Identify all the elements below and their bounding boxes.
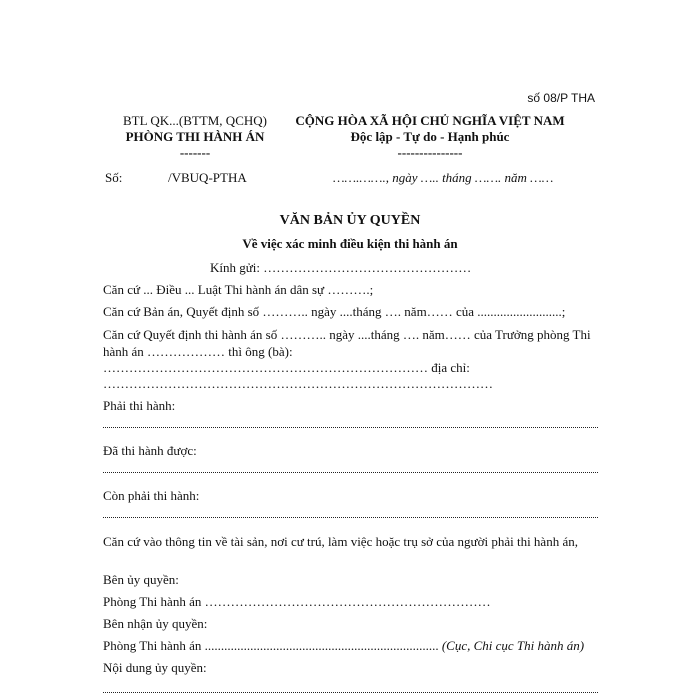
executed-label: Đã thi hành được: [103,443,197,458]
authority-department: PHÒNG THI HÀNH ÁN [125,129,265,144]
must-execute-label: Phải thi hành: [103,398,176,413]
motto: Độc lập - Tự do - Hạnh phúc [350,129,510,144]
recipient-line: Kính gửi: ………………………………………… [210,260,472,275]
issuing-authority [110,113,280,161]
form-code: số 08/P THA [527,91,595,105]
authority-line: BTL QK...(BTTM, QCHQ) [123,113,267,128]
document-subtitle: Về việc xác minh điều kiện thi hành án [242,236,458,251]
address-line-1: ………………………………………………………………… địa chỉ: [103,360,470,375]
fill-line [103,517,598,518]
legal-basis-2: Căn cứ Bản án, Quyết định số ……….. ngày ....tháng …. năm…… của ..........................; [103,304,566,319]
document-title: VĂN BẢN ỦY QUYỀN [279,213,421,228]
national-motto [290,113,570,161]
grantor-value: Phòng Thi hành án ………………………………………………………… [103,594,491,609]
legal-basis-1: Căn cứ ... Điều ... Luật Thi hành án dân sự ……….; [103,282,374,297]
doc-number-label: Số: [105,170,123,185]
fill-line [103,692,598,693]
grantee-label: Bên nhận ủy quyền: [103,616,208,631]
grantee-value [103,638,598,654]
address-line-2: ……………………………………………………………………………… [103,376,493,391]
header-separator: ------- [179,145,211,160]
doc-number-value: /VBUQ-PTHA [168,170,247,185]
fill-line [103,427,598,428]
grantor-label: Bên ủy quyền: [103,572,179,587]
date-line: …….……., ngày ….. tháng ……. năm …… [333,170,554,185]
remaining-label: Còn phải thi hành: [103,488,200,503]
fill-line [103,472,598,473]
grantee-office: Phòng Thi hành án ........................................................................ [103,638,439,653]
grantee-note: (Cục, Chi cục Thi hành án) [441,638,585,653]
content-label: Nội dung ủy quyền: [103,660,207,675]
country-name: CỘNG HÒA XÃ HỘI CHỦ NGHĨA VIỆT NAM [295,113,565,128]
legal-basis-4: Căn cứ vào thông tin về tài sản, nơi cư trú, làm việc hoặc trụ sở của người phải thi hành án, [103,534,578,549]
legal-basis-3: Căn cứ Quyết định thi hành án số ……….. ngày ....tháng …. năm…… của Trưởng phòng Thi hành án ……………… thì ông (bà): [103,327,591,359]
motto-separator: --------------- [397,145,463,160]
